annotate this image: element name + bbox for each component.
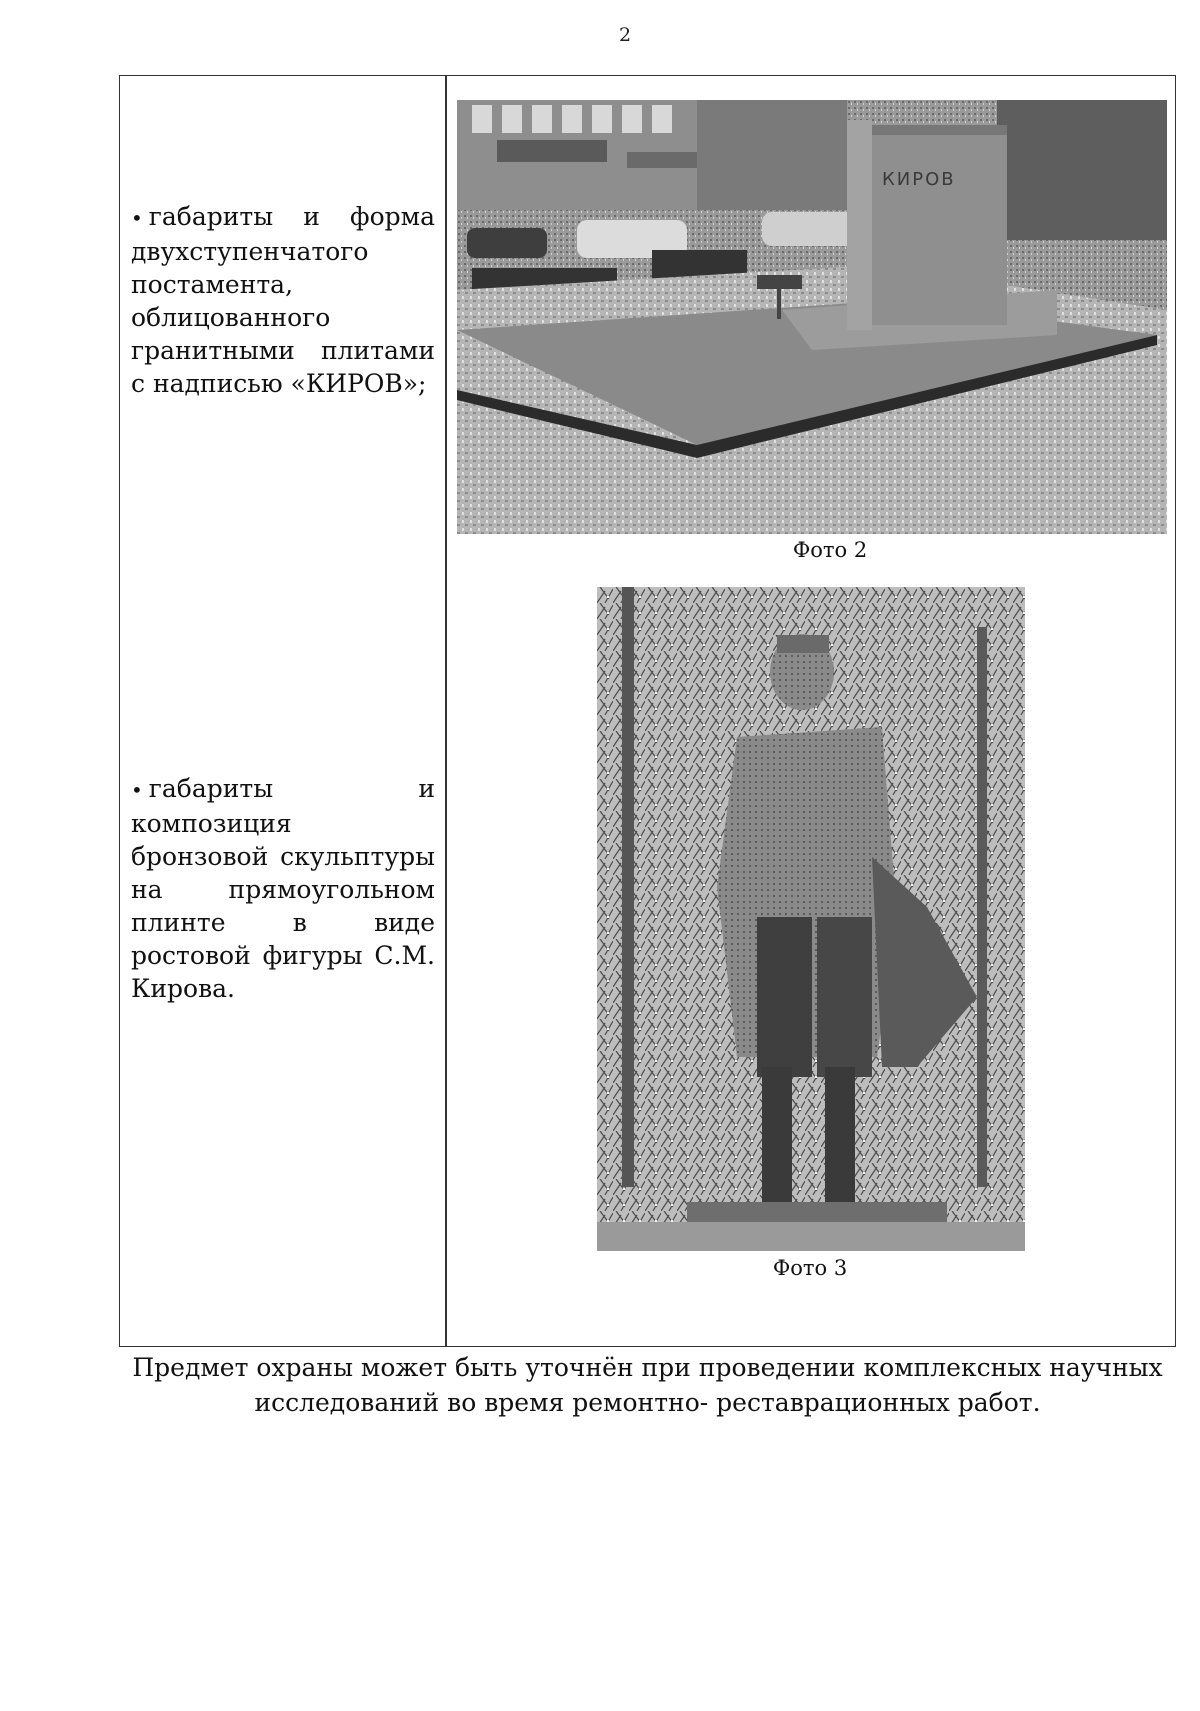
pedestal-description-text: габариты и форма двухступенчатого постамента, облицованного гранитными плитами с надписью «КИРОВ»; — [131, 202, 435, 398]
photo-caption-3: Фото 3 — [772, 1256, 848, 1280]
photo-pedestal — [457, 100, 1167, 534]
bullet-icon: • — [131, 206, 143, 230]
sculpture-description-text: габариты и композиция бронзовой скульптуры на прямоугольном плинте в виде ростовой фигуры С.М. Кирова. — [131, 774, 435, 1003]
footer-note: Предмет охраны может быть уточнён при проведении комплексных научных исследований во время ремонтно- реставрационных работ. — [132, 1353, 1163, 1417]
page-number: 2 — [618, 24, 632, 46]
photo-caption-2: Фото 2 — [792, 538, 868, 562]
column-divider — [445, 76, 447, 1346]
feature-description-pedestal — [131, 200, 435, 400]
feature-description-sculpture — [131, 772, 435, 1005]
bullet-icon: • — [131, 778, 143, 802]
protection-subject-table — [119, 75, 1176, 1347]
photo-sculpture — [597, 587, 1025, 1251]
pedestal-inscription: КИРОВ — [882, 169, 956, 190]
